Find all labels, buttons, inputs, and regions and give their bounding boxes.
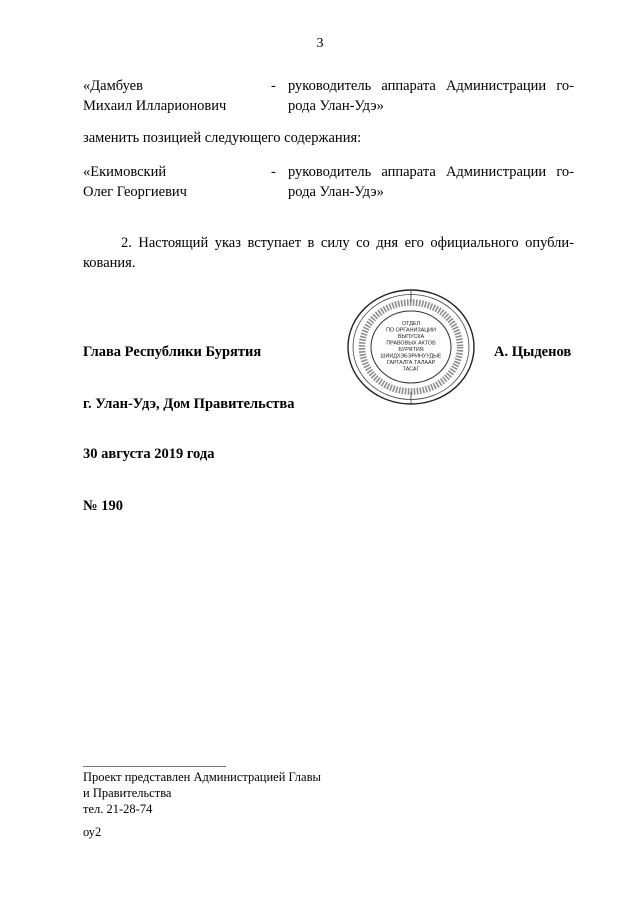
signature-title: Глава Республики Бурятия — [83, 344, 262, 360]
stamp-text-6: ШИИДХЭБЭРИНУУДЫЕ — [380, 353, 442, 360]
official-seal — [346, 288, 476, 406]
clause2-line1: 2. Настоящий указ вступает в силу со дня его официального опубли- — [121, 235, 574, 251]
decree-date: 30 августа 2019 года — [83, 446, 215, 462]
stamp-text-1: ОТДЕЛ — [401, 321, 421, 327]
new-entry-position-line1: руководитель аппарата Администрации го- — [288, 164, 574, 180]
old-entry-position-line1: руководитель аппарата Администрации го- — [288, 78, 574, 94]
stamp-text-3: ВЫПУСКА — [397, 334, 425, 340]
stamp-text-5: БУРЯТИЯ — [398, 347, 424, 353]
footnote-line1: Проект представлен Администрацией Главы — [83, 770, 321, 784]
stamp-text-7: ГАРГАЛГА ТАЛААР — [386, 360, 436, 366]
new-entry-dash: - — [271, 164, 276, 180]
old-entry-name-line2: Михаил Илларионович — [83, 98, 227, 114]
stamp-text-4: ПРАВОВЫХ АКТОВ — [386, 340, 436, 347]
replace-phrase: заменить позицией следующего содержания: — [83, 130, 362, 146]
stamp-text-2: ПО ОРГАНИЗАЦИИ — [386, 327, 436, 334]
old-entry-dash: - — [271, 78, 276, 94]
clause2-line2: кования. — [83, 255, 136, 271]
signature-name: А. Цыденов — [494, 344, 572, 360]
footnote-phone: тел. 21-28-74 — [83, 802, 153, 816]
seal-icon — [346, 288, 476, 406]
new-entry-name-line2: Олег Георгиевич — [83, 184, 187, 200]
footnote-divider — [83, 766, 226, 767]
page-number: 3 — [316, 36, 324, 51]
place: г. Улан-Удэ, Дом Правительства — [83, 396, 295, 412]
decree-number: № 190 — [83, 498, 123, 514]
new-entry-position-line2: рода Улан-Удэ» — [288, 184, 384, 200]
footnote-line2: и Правительства — [83, 786, 172, 800]
stamp-text-8: ТАСАГ — [402, 366, 420, 373]
old-entry-name-line1: «Дамбуев — [83, 78, 143, 94]
footnote-code: оу2 — [83, 825, 102, 839]
new-entry-name-line1: «Екимовский — [83, 164, 167, 180]
old-entry-position-line2: рода Улан-Удэ» — [288, 98, 384, 114]
